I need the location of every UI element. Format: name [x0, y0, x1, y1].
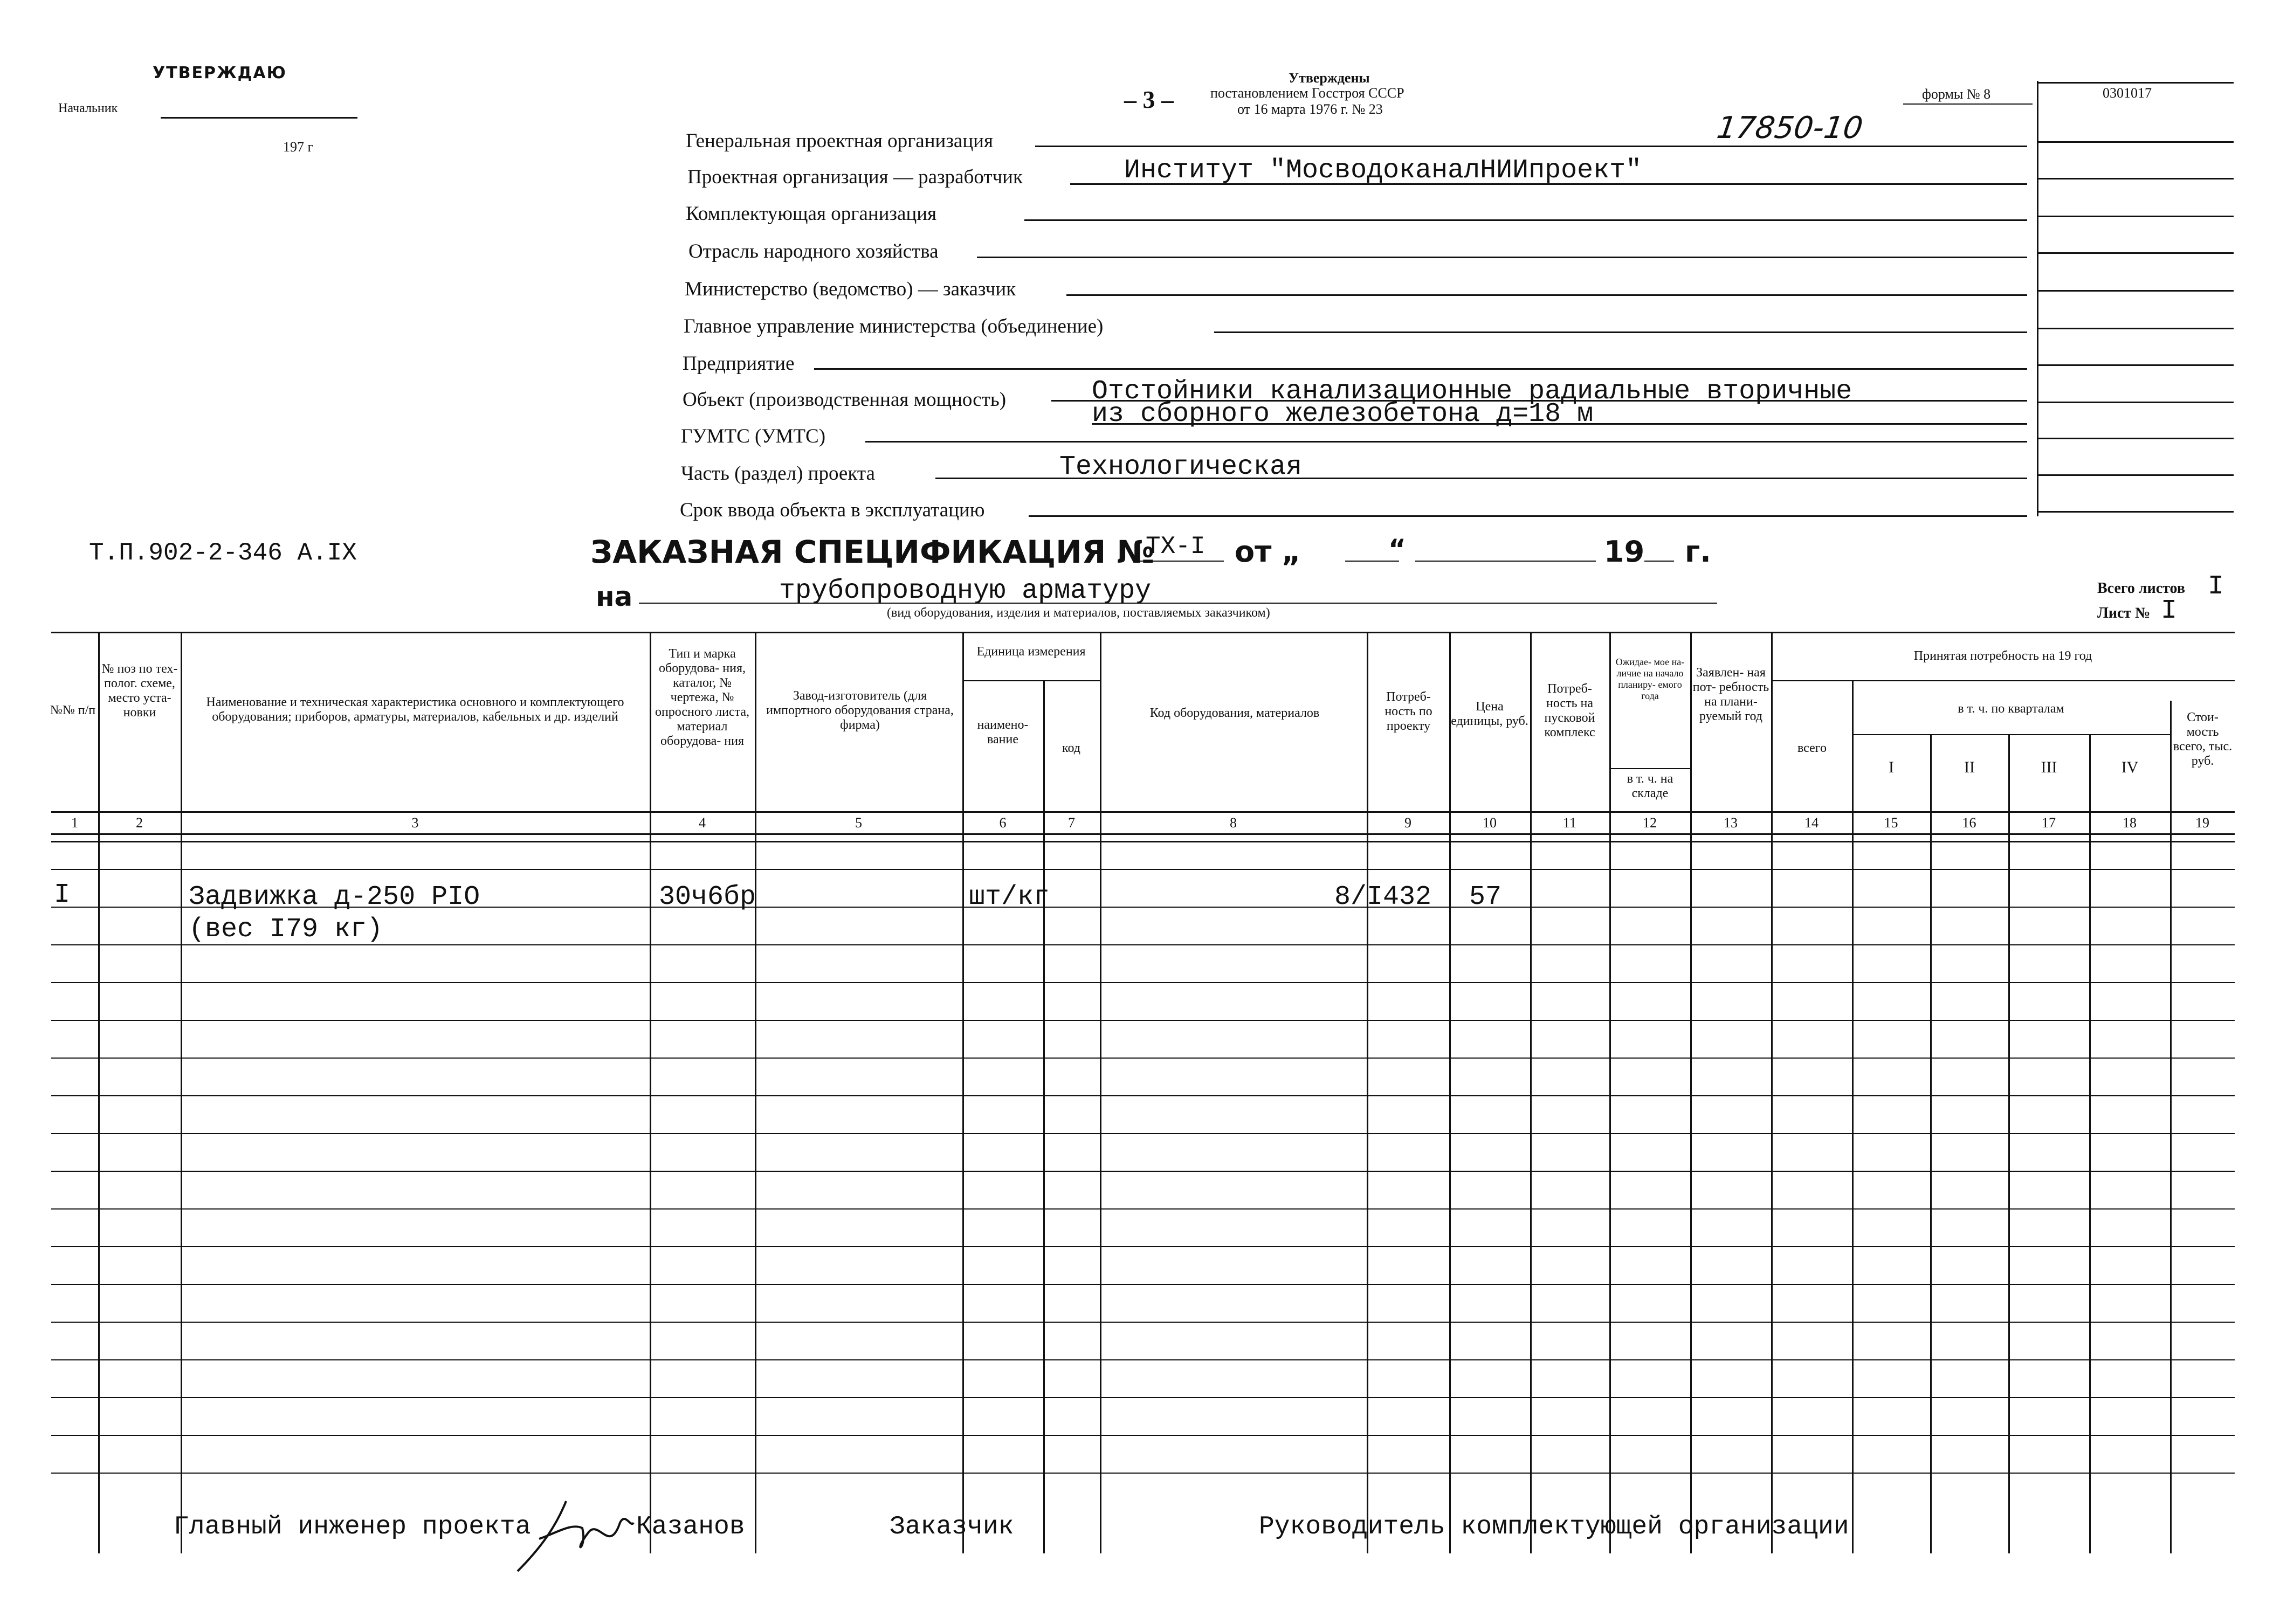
column-number-top-line [51, 811, 2235, 813]
table-rule-line [51, 1284, 2235, 1285]
spec-subject: трубопроводную арматуру [779, 576, 1152, 606]
col-number-5: 5 [855, 815, 862, 831]
col-header-1: №№ п/п [50, 703, 96, 717]
table-rule-line [51, 1359, 2235, 1360]
col-header-17: III [2041, 758, 2057, 776]
code-col-line-10 [2037, 474, 2234, 476]
col-header-2: № поз по тех- полог. схеме, место уста- новки [101, 662, 178, 720]
col-line-8 [1367, 632, 1368, 1553]
col-line-13 [1771, 632, 1773, 1553]
col-number-13: 13 [1724, 815, 1738, 831]
form-label-underline [1903, 103, 2033, 105]
field-main-dept-line [1214, 331, 2027, 333]
field-deadline-line [1029, 515, 2027, 517]
spec-month-line [1415, 561, 1596, 562]
col-number-11: 11 [1562, 815, 1577, 831]
table-top-border [51, 632, 2235, 633]
spec-subject-line [639, 603, 1717, 604]
col-number-12: 12 [1643, 815, 1657, 831]
code-col-line-1 [2037, 141, 2234, 143]
col-number-2: 2 [136, 815, 143, 831]
col-header-unit-group: Единица измерения [976, 645, 1086, 659]
col-number-6: 6 [999, 815, 1007, 831]
col-number-3: 3 [411, 815, 419, 831]
field-section-line [935, 478, 2027, 479]
col-header-16: II [1964, 758, 1975, 776]
code-col-line-8 [2037, 402, 2234, 403]
accepted-group-line [1771, 680, 2235, 681]
col-header-accepted-group: Принятая потребность на 19 год [1913, 649, 2092, 663]
table-rule-line [51, 869, 2235, 870]
col-line-15 [1930, 734, 1932, 1553]
table-rule-line [51, 1020, 2235, 1021]
field-ministry-line [1066, 294, 2027, 296]
complete-org-label: Руководитель комплектующей организации [1259, 1512, 1849, 1542]
body-top-line [51, 841, 2235, 842]
row-1-price: 57 [1469, 882, 1502, 913]
code-col-line-4 [2037, 252, 2234, 254]
col-header-14: всего [1797, 741, 1827, 755]
approval-year: 197 г [283, 139, 314, 155]
spec-quote-close: “ [1388, 534, 1406, 565]
col-line-4 [755, 632, 756, 1553]
table-rule-line [51, 1208, 2235, 1210]
form-box-top [2037, 82, 2234, 84]
sheet-label: Лист № [2097, 605, 2151, 621]
spec-from-label: от „ [1235, 535, 1301, 569]
table-rule-line [51, 982, 2235, 983]
col-number-7: 7 [1068, 815, 1075, 831]
col-header-4: Тип и марка оборудова- ния, каталог, № чертежа, № опросного листа, материал оборудова- ния [655, 647, 750, 748]
col-number-16: 16 [1962, 815, 1976, 831]
decree-line-1: Утверждены [1289, 70, 1370, 86]
col-line-5 [962, 632, 964, 1553]
col-number-9: 9 [1404, 815, 1411, 831]
field-complete-org-line [1024, 219, 2027, 221]
col-line-7 [1100, 632, 1101, 1553]
field-object-label: Объект (производственная мощность) [683, 389, 1007, 411]
project-number: 17850-10 [1714, 110, 1865, 146]
spec-year: 19 [1604, 535, 1645, 569]
sheet-value: I [2161, 596, 2178, 626]
approval-title: УТВЕРЖДАЮ [153, 64, 287, 82]
code-col-line-5 [2037, 290, 2234, 292]
code-col-line-3 [2037, 216, 2234, 217]
field-deadline-label: Срок ввода объекта в эксплуатацию [680, 499, 985, 521]
code-col-line-9 [2037, 438, 2234, 439]
field-general-org-line [1035, 146, 2027, 147]
col-number-15: 15 [1884, 815, 1898, 831]
row-1-type: 30ч6бр [659, 882, 756, 913]
col-header-8: Код оборудования, материалов [1149, 706, 1320, 720]
col-number-18: 18 [2123, 815, 2137, 831]
col-number-8: 8 [1230, 815, 1237, 831]
field-section-label: Часть (раздел) проекта [681, 462, 875, 485]
chief-engineer-signature [507, 1490, 636, 1582]
spec-subject-caption: (вид оборудования, изделия и материалов, поставляемых заказчиком) [887, 606, 1270, 620]
field-design-org-label: Проектная организация — разработчик [687, 166, 1023, 188]
col-header-6: наимено- вание [977, 718, 1029, 747]
approval-signature-line [161, 117, 357, 119]
col-header-7: код [1062, 741, 1080, 755]
page-number: – 3 – [1124, 86, 1174, 113]
col-line-2 [181, 632, 182, 1553]
col-line-3 [650, 632, 651, 1553]
field-design-org-line [1070, 183, 2027, 185]
table-rule-line [51, 1095, 2235, 1096]
col-line-1 [98, 632, 100, 1553]
table-rule-line [51, 1246, 2235, 1247]
field-object-line-2 [1092, 423, 2027, 425]
col-header-15: I [1889, 758, 1894, 776]
col-line-16 [2008, 734, 2010, 1553]
field-gumts-line [865, 441, 2027, 443]
chief-engineer-name: Казанов [636, 1512, 745, 1542]
field-gumts-label: ГУМТС (УМТС) [681, 425, 826, 447]
col-header-11: Потреб- ность на пусковой комплекс [1544, 682, 1595, 740]
col-header-5: Завод-изготовитель (для импортного оборудования страна, фирма) [766, 689, 954, 732]
form-label: формы № 8 [1922, 86, 1991, 102]
field-enterprise-label: Предприятие [683, 353, 795, 375]
field-main-dept-label: Главное управление министерства (объединение) [684, 315, 1104, 337]
field-industry-label: Отрасль народного хозяйства [688, 240, 939, 262]
table-rule-line [51, 1171, 2235, 1172]
field-general-org-label: Генеральная проектная организация [686, 130, 993, 152]
table-rule-line [51, 1435, 2235, 1436]
form-code: 0301017 [2103, 85, 2152, 101]
spec-title: ЗАКАЗНАЯ СПЕЦИФИКАЦИЯ № [590, 534, 1155, 570]
col-number-4: 4 [699, 815, 706, 831]
col-line-10 [1530, 632, 1532, 1553]
col-line-9 [1449, 632, 1451, 1553]
column-number-bottom-line [51, 833, 2235, 835]
col-header-19: Стои- мость всего, тыс. руб. [2173, 710, 2233, 768]
field-industry-line [977, 257, 2027, 258]
table-rule-line [51, 1322, 2235, 1323]
row-1-name: Задвижка д-250 РIО [189, 882, 480, 913]
row-1-name-2: (вес I79 кг) [189, 914, 383, 945]
col-line-17 [2089, 734, 2091, 1553]
unit-group-line [962, 680, 1100, 681]
col-number-17: 17 [2042, 815, 2056, 831]
spec-on-label: на [596, 581, 633, 612]
col-number-19: 19 [2195, 815, 2209, 831]
col-header-9: Потреб- ность по проекту [1384, 690, 1432, 733]
chief-engineer-label: Главный инженер проекта [174, 1512, 531, 1542]
field-design-org-value: Институт "МосводоканалНИИпроект" [1124, 155, 1642, 186]
total-sheets-label: Всего листов [2097, 580, 2185, 597]
field-complete-org-label: Комплектующая организация [686, 203, 937, 225]
decree-line-3: от 16 марта 1976 г. № 23 [1237, 101, 1383, 117]
form-box-left [2037, 81, 2038, 516]
col-header-3: Наименование и техническая характеристика основного и комплектующего оборудования; приборов, арматуры, материалов, кабельных и др. изделий [206, 695, 624, 724]
col-header-quarters-group: в т. ч. по кварталам [1958, 702, 2064, 716]
spec-year-line [1644, 561, 1674, 562]
col-header-18: IV [2121, 758, 2139, 776]
col-header-12b: в т. ч. на складе [1627, 772, 1673, 800]
c12-split-line [1609, 768, 1690, 769]
customer-label: Заказчик [890, 1512, 1014, 1542]
code-col-line-11 [2037, 511, 2234, 513]
field-enterprise-line [814, 368, 2027, 370]
col-number-10: 10 [1483, 815, 1497, 831]
field-section-value: Технологическая [1059, 452, 1303, 482]
decree-line-2: постановлением Госстроя СССР [1210, 85, 1404, 101]
table-rule-line [51, 1473, 2235, 1474]
col-line-11 [1609, 632, 1611, 1553]
col-number-1: 1 [71, 815, 78, 831]
field-ministry-label: Министерство (ведомство) — заказчик [685, 278, 1016, 300]
field-object-value: Отстойники канализационные радиальные вторичные [1092, 376, 1852, 407]
spec-number-line [1138, 561, 1224, 562]
spec-number: ТХ-I [1146, 533, 1206, 561]
spec-year-suffix: г. [1685, 535, 1711, 569]
field-object-value-2: из сборного железобетона д=18 м [1092, 399, 1594, 430]
table-rule-line [51, 1397, 2235, 1398]
row-1-code: 8/I432 [1334, 882, 1432, 913]
col-number-14: 14 [1804, 815, 1819, 831]
quarters-group-line [1852, 734, 2170, 735]
table-rule-line [51, 1058, 2235, 1059]
row-1-unit: шт/кг [969, 882, 1050, 913]
row-1-number: I [54, 880, 71, 910]
code-col-line-2 [2037, 178, 2234, 179]
col-header-10: Цена единицы, руб. [1451, 700, 1528, 728]
col-line-12 [1690, 632, 1692, 1553]
doc-reference: Т.П.902-2-346 А.IX [89, 539, 357, 567]
total-sheets-value: I [2208, 571, 2224, 602]
code-col-line-6 [2037, 328, 2234, 329]
code-col-line-7 [2037, 364, 2234, 366]
approval-chief-label: Начальник [58, 101, 118, 115]
table-rule-line [51, 1133, 2235, 1134]
col-header-12: Ожидае- мое на- личие на начало планиру- емого года [1615, 656, 1685, 701]
col-header-13: Заявлен- ная пот- ребность на плани- руемый год [1692, 666, 1769, 723]
